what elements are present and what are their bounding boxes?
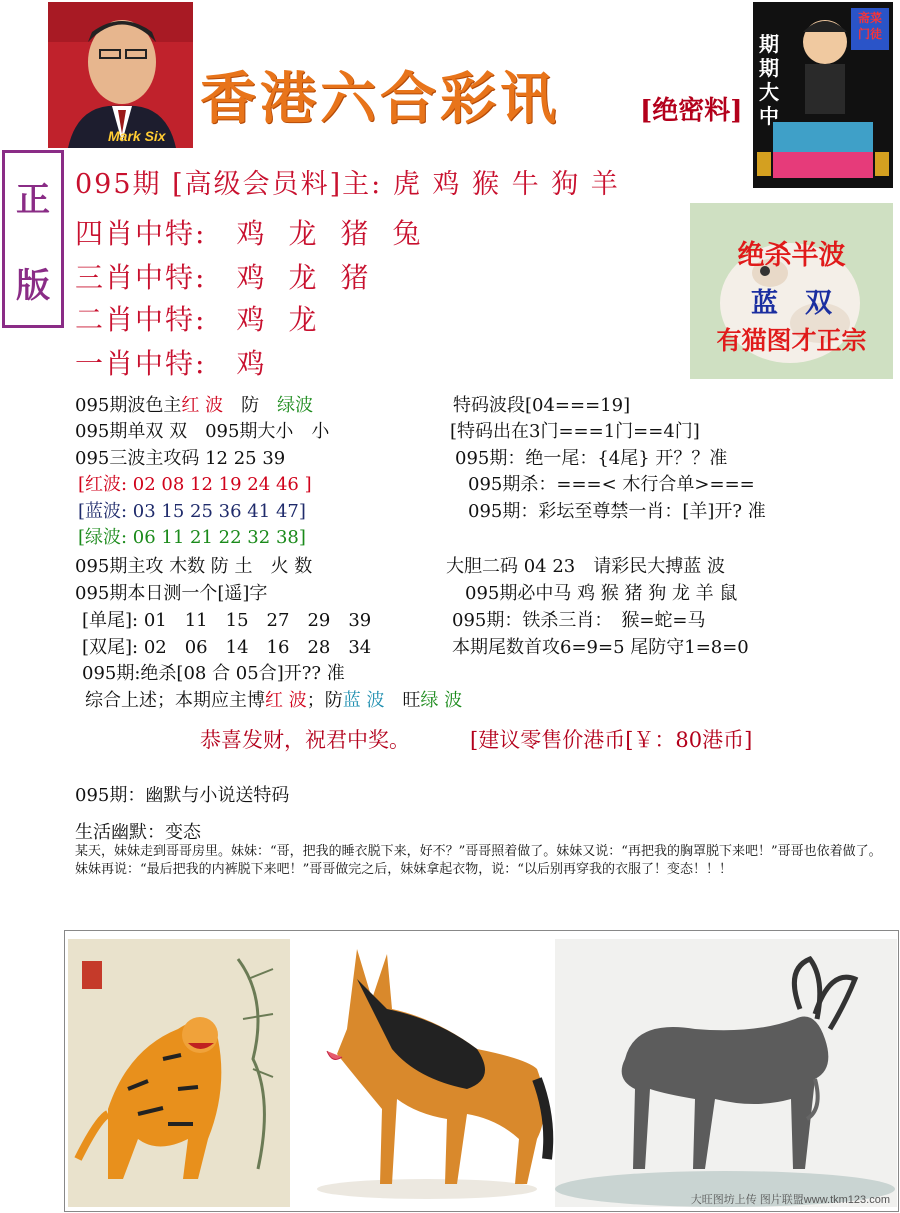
- page-title: 香港六合彩讯: [200, 66, 560, 132]
- tiger-painting: [68, 939, 290, 1207]
- cat-line-1: 绝杀半波: [737, 240, 846, 271]
- story-subheading: 生活幽默：变态: [75, 822, 201, 843]
- wave-label: 095期波色主: [75, 395, 182, 416]
- wave-green: 绿波: [277, 395, 314, 416]
- portrait-illustration: [48, 2, 193, 148]
- pick-label: 一肖中特:: [75, 347, 207, 380]
- story-heading: 095期：幽默与小说送特码: [75, 785, 290, 806]
- pick-one: [75, 342, 288, 382]
- wave-color-line: [75, 391, 313, 417]
- goat-icon: [555, 939, 897, 1207]
- pick-three: [75, 256, 392, 296]
- summary-label: 综合上述；本期应主博: [85, 690, 265, 711]
- iron-kill-line: 095期：铁杀三肖： 猴=蛇=马: [452, 610, 706, 631]
- pick-item: 鸡: [236, 303, 267, 336]
- zodiac-paintings-strip: [64, 930, 899, 1212]
- tail-attack-line: 本期尾数首攻6=9=5 尾防守1=8=0: [452, 637, 749, 658]
- portrait-photo: [48, 2, 193, 148]
- summary-blue: 蓝 波: [342, 690, 385, 711]
- genuine-char-2: 版: [16, 265, 50, 306]
- two-codes-line: 大胆二码 04 23 请彩民大搏蓝 波: [446, 556, 725, 577]
- summary-green: 绿 波: [420, 690, 463, 711]
- segment-line: 特码波段[04===19]: [453, 395, 631, 416]
- badge-text: 期期大中: [759, 32, 779, 128]
- cartoon-badge: [753, 2, 893, 188]
- pick-item: 龙: [288, 217, 319, 250]
- story-body: 某天，妹妹走到哥哥房里。妹妹：“哥，把我的睡衣脱下来，好不？”哥哥照着做了。妹妹又说：“再把我的胸罩脱下来吧！”哥哥也依着做了。妹妹再说：“最后把我的内裤脱下来吧！”哥哥做完之后，妹妹拿起衣物，说：“以后别再穿我的衣服了！变态！！！: [75, 844, 882, 877]
- issue-main-line: 095期 [高级会员料]主: 虎 鸡 猴 牛 狗 羊: [75, 169, 620, 200]
- goat-painting: [555, 939, 897, 1207]
- summary-line: [85, 686, 462, 712]
- cat-line-2: 蓝 双: [751, 288, 832, 319]
- main-attack-line: 095期主攻 木数 防 土 火 数: [75, 556, 313, 577]
- wave-red: 红 波: [181, 395, 224, 416]
- summary-mid: ；防: [306, 690, 343, 711]
- pick-item: 兔: [392, 217, 423, 250]
- pick-two: [75, 298, 340, 338]
- kill-line: 095期:绝杀[08 合 05合]开?? 准: [82, 663, 345, 684]
- must-horse-line: 095期必中马 鸡 猴 猪 狗 龙 羊 鼠: [465, 583, 738, 604]
- pick-label: 四肖中特:: [75, 217, 207, 250]
- odd-even-line: 095期单双 双 095期大小 小: [75, 421, 330, 442]
- blue-wave-numbers: [蓝波: 03 15 25 36 41 47]: [78, 501, 306, 522]
- door-line: [特码出在3门===1门==4门]: [450, 421, 700, 442]
- genuine-edition-box: [2, 150, 64, 328]
- forbidden-line: 095期：彩坛至尊禁一肖：[羊]开? 准: [468, 501, 766, 522]
- pick-item: 鸡: [236, 347, 267, 380]
- tiger-icon: [68, 939, 290, 1207]
- pick-item: 龙: [288, 303, 319, 336]
- dog-icon: [297, 939, 557, 1207]
- title-subtitle: [绝密料]: [640, 96, 743, 126]
- summary-red: 红 波: [265, 690, 307, 711]
- watermark: 大旺图坊上传 图片联盟www.tkm123.com: [690, 1194, 890, 1206]
- pick-item: 鸡: [236, 217, 267, 250]
- three-wave-line: 095三波主攻码 12 25 39: [75, 448, 286, 469]
- pick-item: 猪: [340, 217, 371, 250]
- pick-item: 猪: [340, 261, 371, 294]
- badge-sign: 斋菜门徒: [857, 11, 882, 41]
- red-wave-numbers: [红波: 02 08 12 19 24 46 ]: [78, 474, 312, 495]
- cat-line-3: 有猫图才正宗: [716, 326, 867, 355]
- pick-four: [75, 212, 445, 252]
- summary-mid2: 旺: [384, 690, 421, 711]
- cat-promo-box: [690, 203, 893, 379]
- photo-caption: Mark Six: [108, 128, 166, 144]
- tail-line: 095期：绝一尾：{4尾} 开？？准: [455, 448, 728, 469]
- double-tail-line: [双尾]: 02 06 14 16 28 34: [82, 637, 372, 658]
- pick-label: 三肖中特:: [75, 261, 207, 294]
- dog-painting: [297, 939, 557, 1207]
- pick-label: 二肖中特:: [75, 303, 207, 336]
- congrats-text: 恭喜发财，祝君中奖。: [200, 728, 410, 752]
- daily-guess-line: 095期本日测一个[遥]字: [75, 583, 268, 604]
- pick-item: 龙: [288, 261, 319, 294]
- pick-item: 鸡: [236, 261, 267, 294]
- green-wave-numbers: [绿波: 06 11 21 22 32 38]: [78, 527, 306, 548]
- genuine-char-1: 正: [16, 179, 50, 220]
- wave-mid: 防: [223, 395, 278, 416]
- kill-row-line: 095期杀：===< 木行合单>===: [468, 474, 755, 495]
- single-tail-line: [单尾]: 01 11 15 27 29 39: [82, 610, 372, 631]
- price-text: [建议零售价港币[￥：80港币]: [470, 728, 753, 752]
